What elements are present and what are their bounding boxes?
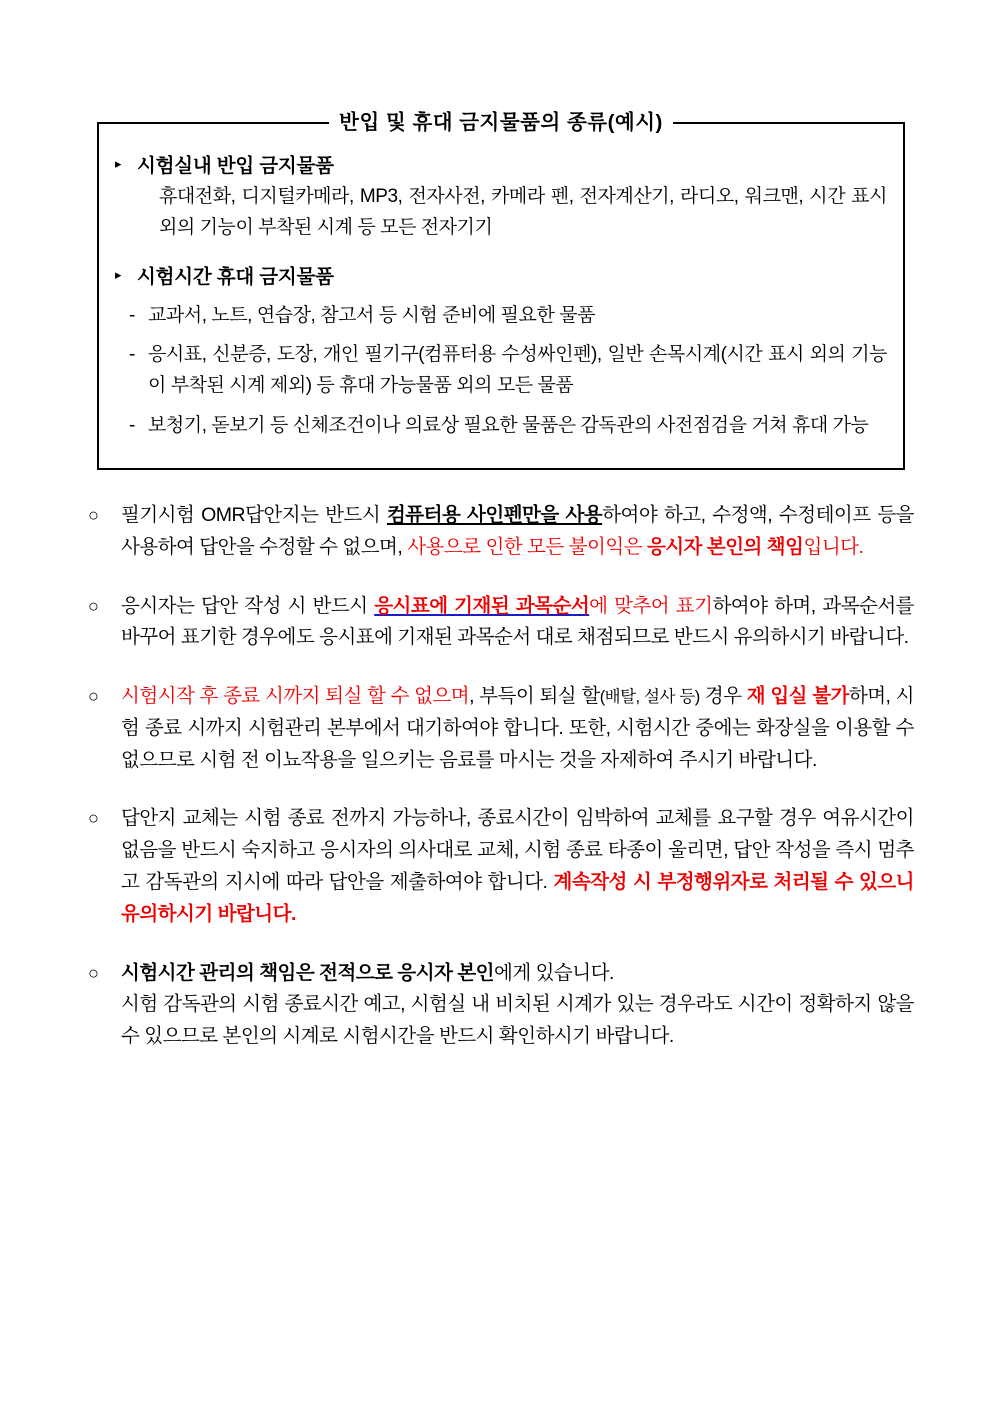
box-list-item-label: 응시표, 신분증, 도장, 개인 필기구(컴퓨터용 수성싸인펜), 일반 손목시계(시간 표시 외의 기능이 부착된 시계 제외) 등 휴대 가능물품 외의 모든 물품 <box>148 344 887 397</box>
notice-item-text <box>121 803 914 930</box>
prohibited-items-box-title: 반입 및 휴대 금지물품의 종류(예시) <box>339 111 663 134</box>
text-run: 시험시작 후 종료 시까지 퇴실 할 수 없으며 <box>121 685 470 708</box>
box-group-spacer <box>115 249 887 263</box>
notice-item-text <box>121 681 914 776</box>
text-run: 재 입실 불가 <box>746 685 849 708</box>
dash-bullet-icon: - <box>129 304 135 326</box>
text-run: 계속작성 시 부정행위자로 처리될 수 있으니 유의하시기 바랍니다. <box>121 871 915 925</box>
box-group-indoor-prohibited <box>115 152 887 244</box>
box-group-heading <box>115 263 887 291</box>
notice-item-time-management <box>88 958 914 1053</box>
text-run: 하여야 하며, 과목순서를 바꾸어 표기한 경우에도 응시표에 기재된 과목순서 대로 채점되므로 반드시 유의하시기 바랍니다. <box>121 594 914 649</box>
triangle-bullet-icon: ▸ <box>115 155 122 171</box>
dash-bullet-icon: - <box>129 344 135 366</box>
box-list-item <box>115 411 887 442</box>
circle-bullet-icon: ○ <box>88 686 99 707</box>
text-run: 입니다. <box>803 535 864 558</box>
text-run: 필기시험 OMR답안지는 반드시 <box>121 504 387 526</box>
notice-item-no-exit <box>88 681 914 776</box>
notice-item-subtext: 시험 감독관의 시험 종료시간 예고, 시험실 내 비치된 시계가 있는 경우라도 시간이 정확하지 않을 수 있으므로 본인의 시계로 시험시간을 반드시 확인하시기 바랍니다. <box>121 993 914 1048</box>
notice-item-text <box>121 591 914 655</box>
circle-bullet-icon: ○ <box>88 808 99 829</box>
circle-bullet-icon: ○ <box>88 595 99 616</box>
text-run: 응시표에 기재된 과목순서 <box>374 594 590 617</box>
text-run: 하며, 시험 종료 시까지 시험관리 본부에서 대기하여야 합니다. 또한, 시험시간 중에는 화장실을 이용할 수 없으므로 시험 전 이뇨작용을 일으키는 음료를 마시는 것을 자제하여 주시기 바랍니다. <box>121 685 915 771</box>
prohibited-items-box <box>97 113 905 470</box>
triangle-bullet-icon: ▸ <box>115 267 122 283</box>
box-list-item-label: 보청기, 돋보기 등 신체조건이나 의료상 필요한 물품은 감독관의 사전점검을 거쳐 휴대 가능 <box>148 414 869 436</box>
text-run: 경우 <box>699 685 747 708</box>
text-run: 답안지 교체는 시험 종료 전까지 가능하나, 종료시간이 임박하여 교체를 요구할 경우 여유시간이 없음을 반드시 숙지하고 응시자의 의사대로 교체, 시험 종료 타종이 울리면, 답안 작성을 즉시 멈추고 감독관의 지시에 따라 답안을 제출하여야 합니다. <box>121 807 914 894</box>
notice-list <box>88 500 914 1080</box>
box-list-item <box>115 301 887 332</box>
notice-item-subject-order <box>88 591 914 655</box>
text-run: , 부득이 퇴실 할 <box>469 685 600 708</box>
circle-bullet-icon: ○ <box>88 962 99 983</box>
notice-item-text <box>121 500 914 564</box>
text-run: 에게 있습니다. <box>494 961 614 984</box>
box-list-item <box>115 340 887 402</box>
text-run: 시험시간 관리의 책임은 전적으로 응시자 본인 <box>121 961 494 984</box>
notice-item-omr-pen <box>88 500 914 564</box>
box-group-carry-prohibited <box>115 263 887 441</box>
box-group-heading-label: 시험실내 반입 금지물품 <box>137 154 334 177</box>
notice-item-text <box>121 958 914 1053</box>
text-run: 응시자는 답안 작성 시 반드시 <box>121 594 375 617</box>
text-run: 하여야 하고, 수정액, 수정테이프 등을 사용하여 답안을 수정할 수 없으며, <box>121 504 915 558</box>
box-group-heading <box>115 152 887 180</box>
text-run: 에 맞추어 표기 <box>589 594 713 617</box>
box-list-item-label: 교과서, 노트, 연습장, 참고서 등 시험 준비에 필요한 물품 <box>148 304 596 326</box>
text-run: 컴퓨터용 사인펜만을 사용 <box>386 504 603 526</box>
text-run: (배탈, 설사 등) <box>599 688 700 707</box>
text-run: 사용으로 인한 모든 불이익은 <box>407 535 647 558</box>
dash-bullet-icon: - <box>129 414 135 436</box>
box-group-body: 휴대전화, 디지털카메라, MP3, 전자사전, 카메라 펜, 전자계산기, 라디오, 워크맨, 시간 표시 외의 기능이 부착된 시계 등 모든 전자기기 <box>159 185 887 238</box>
box-group-heading-label: 시험시간 휴대 금지물품 <box>137 266 334 289</box>
text-run: 응시자 본인의 책임 <box>646 535 804 558</box>
notice-item-answer-sheet-replace <box>88 803 914 930</box>
circle-bullet-icon: ○ <box>88 505 99 525</box>
